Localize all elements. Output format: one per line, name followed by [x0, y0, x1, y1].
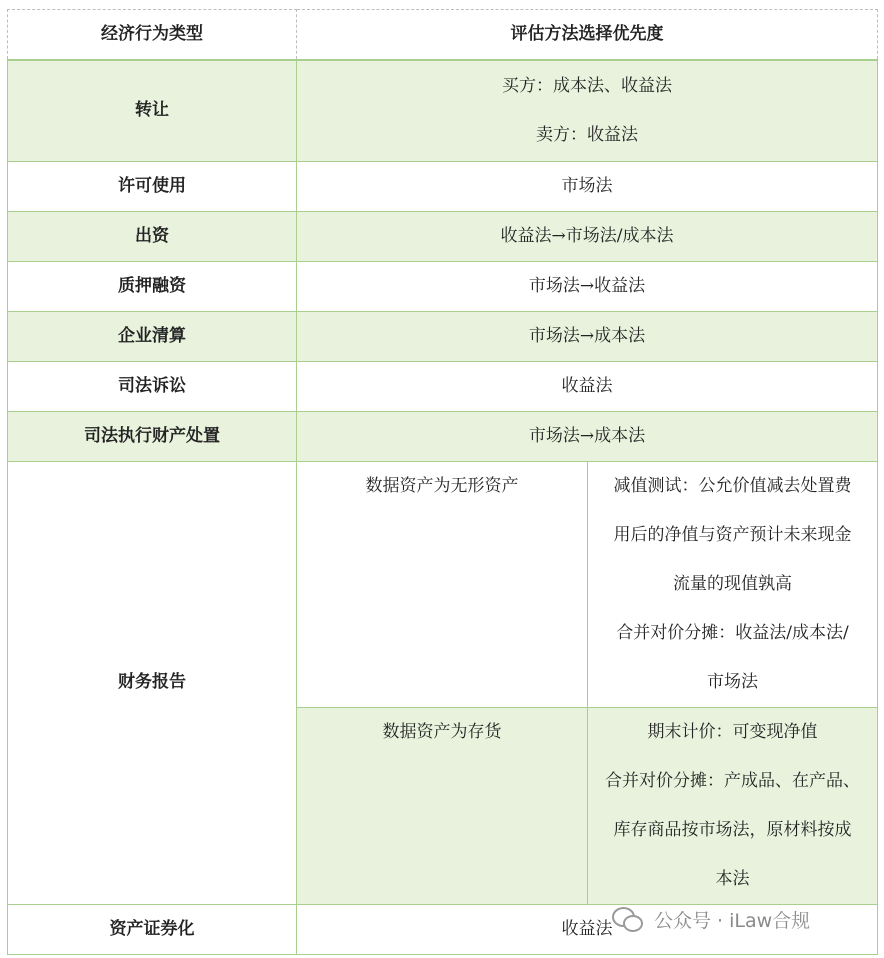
- row-method: [297, 60, 878, 161]
- row-type: 转让: [8, 60, 297, 161]
- method-line: 库存商品按市场法，原材料按成: [613, 819, 852, 840]
- method-line: 期末计价：可变现净值: [647, 721, 818, 742]
- row-method: 市场法→收益法: [297, 261, 878, 311]
- row-method: 市场法→成本法: [297, 411, 878, 461]
- sub-type-intangible: 数据资产为无形资产: [297, 461, 588, 707]
- row-method: 市场法→成本法: [297, 311, 878, 361]
- header-type: 经济行为类型: [8, 10, 297, 61]
- row-method: 收益法→市场法/成本法: [297, 211, 878, 261]
- method-line: 卖方：收益法: [536, 124, 638, 145]
- table-row: [8, 211, 878, 261]
- header-method: 评估方法选择优先度: [297, 10, 878, 61]
- sub-method-inventory: [588, 707, 878, 904]
- row-type: 企业清算: [8, 311, 297, 361]
- sub-method-intangible: [588, 461, 878, 707]
- method-line: 本法: [715, 868, 750, 889]
- row-type: 资产证券化: [8, 904, 297, 954]
- method-line: 用后的净值与资产预计未来现金: [613, 524, 852, 545]
- row-method: 收益法: [297, 904, 878, 954]
- table-row: [8, 461, 878, 707]
- table-row: [8, 361, 878, 411]
- method-line: 合并对价分摊：收益法/成本法/: [616, 622, 849, 643]
- table-row: [8, 411, 878, 461]
- valuation-method-table: [7, 9, 878, 955]
- method-line: 流量的现值孰高: [673, 573, 792, 594]
- table-row: [8, 161, 878, 211]
- table-row: [8, 261, 878, 311]
- row-type: 司法诉讼: [8, 361, 297, 411]
- watermark-text: 公众号 · iLaw合规: [654, 910, 811, 932]
- table-row: [8, 311, 878, 361]
- method-line: 合并对价分摊：产成品、在产品、: [605, 770, 860, 791]
- wechat-icon: [612, 907, 646, 933]
- header-row: [8, 10, 878, 61]
- watermark: [612, 906, 810, 933]
- table-row: [8, 60, 878, 161]
- sub-type-inventory: 数据资产为存货: [297, 707, 588, 904]
- method-line: 减值测试：公允价值减去处置费: [613, 475, 852, 496]
- row-type: 许可使用: [8, 161, 297, 211]
- row-method: 收益法: [297, 361, 878, 411]
- row-type: 司法执行财产处置: [8, 411, 297, 461]
- method-line: 市场法: [707, 671, 758, 692]
- method-line: 买方：成本法、收益法: [502, 75, 672, 96]
- row-method: 市场法: [297, 161, 878, 211]
- row-type: 质押融资: [8, 261, 297, 311]
- row-type: 财务报告: [8, 461, 297, 904]
- row-type: 出资: [8, 211, 297, 261]
